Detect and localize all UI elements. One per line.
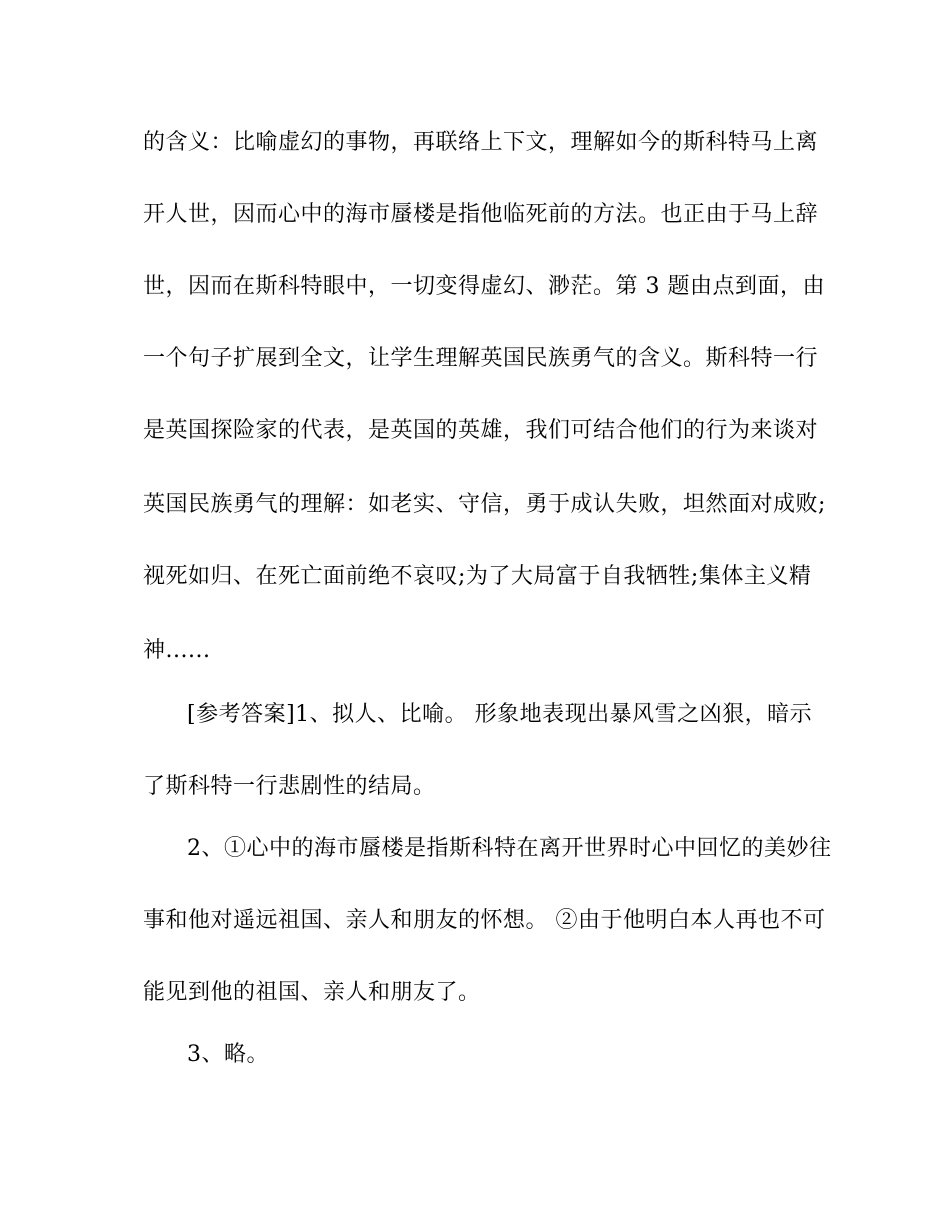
text-line: 的含义：比喻虚幻的事物，再联络上下文，理解如今的斯科特马上离 [143, 130, 819, 155]
answer-heading-line: [参考答案]1、拟人、比喻。 形象地表现出暴风雪之凶狠，暗示 [187, 702, 813, 727]
text-line: 视死如归、在死亡面前绝不哀叹;为了大局富于自我牺牲;集体主义精 [143, 564, 812, 589]
text-line: 世，因而在斯科特眼中，一切变得虚幻、渺茫。第 3 题由点到面，由 [143, 274, 825, 299]
text-line: 英国民族勇气的理解：如老实、守信，勇于成认失败，坦然面对成败; [143, 492, 826, 517]
answer-item-3: 3、略。 [187, 1042, 269, 1067]
text-line: 了斯科特一行悲剧性的结局。 [143, 774, 436, 799]
text-line: 是英国探险家的代表，是英国的英雄，我们可结合他们的行为来谈对 [143, 418, 819, 443]
answer-item-2: 2、①心中的海市蜃楼是指斯科特在离开世界时心中回忆的美妙往 [187, 836, 832, 861]
text-line: 能见到他的祖国、亲人和朋友了。 [143, 980, 481, 1005]
text-line: 事和他对遥远祖国、亲人和朋友的怀想。 ②由于他明白本人再也不可 [143, 908, 826, 933]
text-line: 开人世，因而心中的海市蜃楼是指他临死前的方法。也正由于马上辞 [143, 202, 819, 227]
text-line: 一个句子扩展到全文，让学生理解英国民族勇气的含义。斯科特一行 [143, 346, 819, 371]
text-line: 神...... [143, 638, 211, 663]
